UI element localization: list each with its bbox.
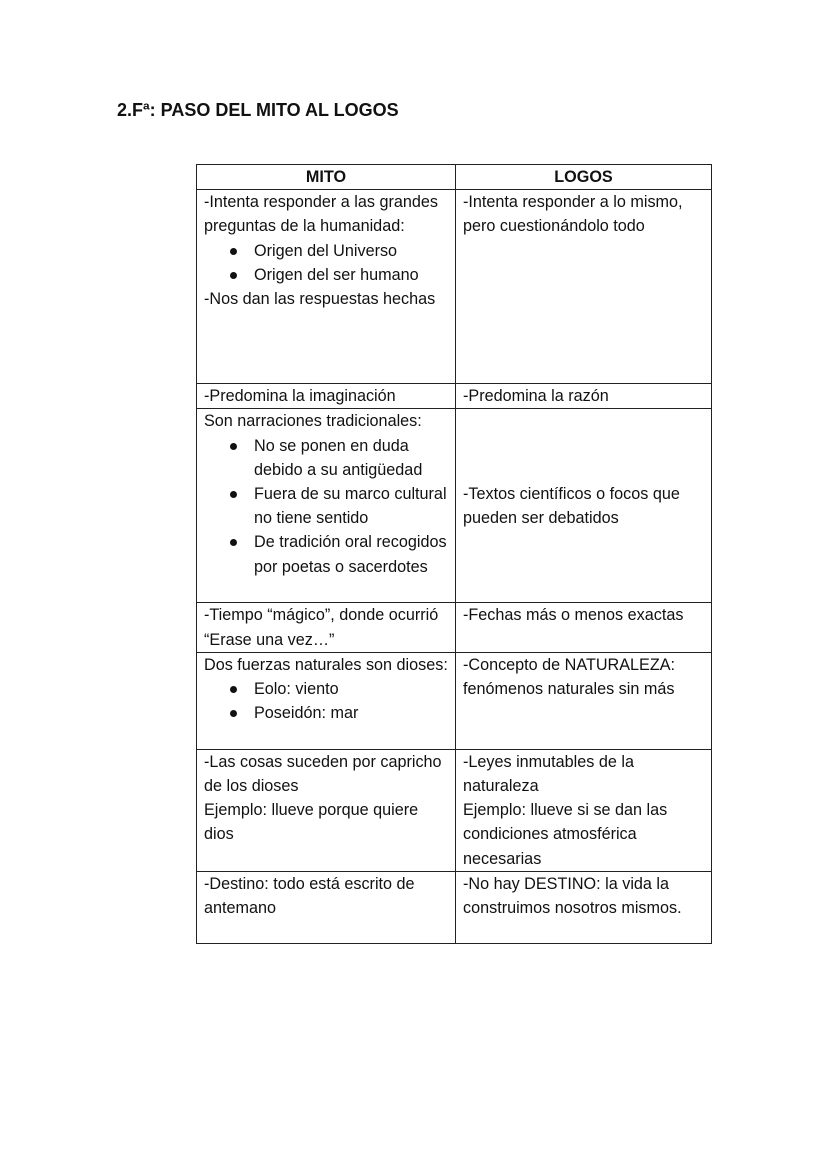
list-item: Fuera de su marco cultural no tiene sentido xyxy=(254,482,451,530)
table-row xyxy=(197,384,712,409)
logos-cell xyxy=(456,603,712,652)
myth-logos-table xyxy=(196,164,712,944)
table-row xyxy=(197,603,712,652)
logos-cell xyxy=(456,871,712,943)
cell-text: -No hay DESTINO: la vida la construimos nosotros mismos. xyxy=(463,874,682,918)
table-row xyxy=(197,652,712,749)
header-logos: LOGOS xyxy=(456,165,712,190)
mito-cell xyxy=(197,749,456,871)
table-row xyxy=(197,190,712,384)
page-title: 2.Fª: PASO DEL MITO AL LOGOS xyxy=(117,100,399,120)
header-mito: MITO xyxy=(197,165,456,190)
mito-cell xyxy=(197,384,456,409)
cell-text: -Textos científicos o focos que pueden ser debatidos xyxy=(463,484,680,527)
cell-text: -Las cosas suceden por capricho de los dioses xyxy=(204,752,442,796)
cell-text: -Leyes inmutables de la naturaleza xyxy=(463,752,634,796)
cell-text: Son narraciones tradicionales: xyxy=(204,412,422,431)
logos-cell xyxy=(456,652,712,749)
cell-text: -Predomina la razón xyxy=(463,387,609,406)
list-item: De tradición oral recogidos por poetas o sacerdotes xyxy=(254,530,451,578)
logos-cell xyxy=(456,409,712,603)
bullet-list xyxy=(204,677,451,725)
cell-text: Ejemplo: llueve si se dan las condiciones atmosférica necesarias xyxy=(463,801,668,868)
logos-cell xyxy=(456,749,712,871)
bullet-list xyxy=(204,239,451,287)
list-item: Origen del Universo xyxy=(254,239,451,263)
cell-text: -Predomina la imaginación xyxy=(204,387,396,406)
cell-text: Ejemplo: llueve porque quiere dios xyxy=(204,801,419,844)
cell-text: Dos fuerzas naturales son dioses: xyxy=(204,655,448,674)
list-item: Poseidón: mar xyxy=(254,701,451,725)
list-item: No se ponen en duda debido a su antigüedad xyxy=(254,434,451,482)
mito-cell xyxy=(197,603,456,652)
logos-cell xyxy=(456,384,712,409)
cell-text: -Destino: todo está escrito de antemano xyxy=(204,874,415,918)
cell-text: -Concepto de NATURALEZA: fenómenos naturales sin más xyxy=(463,655,676,699)
table-header-row xyxy=(197,165,712,190)
mito-cell xyxy=(197,871,456,943)
list-item: Eolo: viento xyxy=(254,677,451,701)
mito-cell xyxy=(197,409,456,603)
table-row xyxy=(197,409,712,603)
logos-cell xyxy=(456,190,712,384)
cell-text: -Nos dan las respuestas hechas xyxy=(204,290,436,309)
table-row xyxy=(197,871,712,943)
list-item: Origen del ser humano xyxy=(254,263,451,287)
bullet-list xyxy=(204,434,451,579)
cell-text: -Tiempo “mágico”, donde ocurrió “Erase una vez…” xyxy=(204,606,439,649)
mito-cell xyxy=(197,190,456,384)
cell-text: -Intenta responder a las grandes preguntas de la humanidad: xyxy=(204,193,438,236)
cell-text: -Fechas más o menos exactas xyxy=(463,606,684,625)
mito-cell xyxy=(197,652,456,749)
table-row xyxy=(197,749,712,871)
cell-text: -Intenta responder a lo mismo, pero cuestionándolo todo xyxy=(463,193,683,236)
